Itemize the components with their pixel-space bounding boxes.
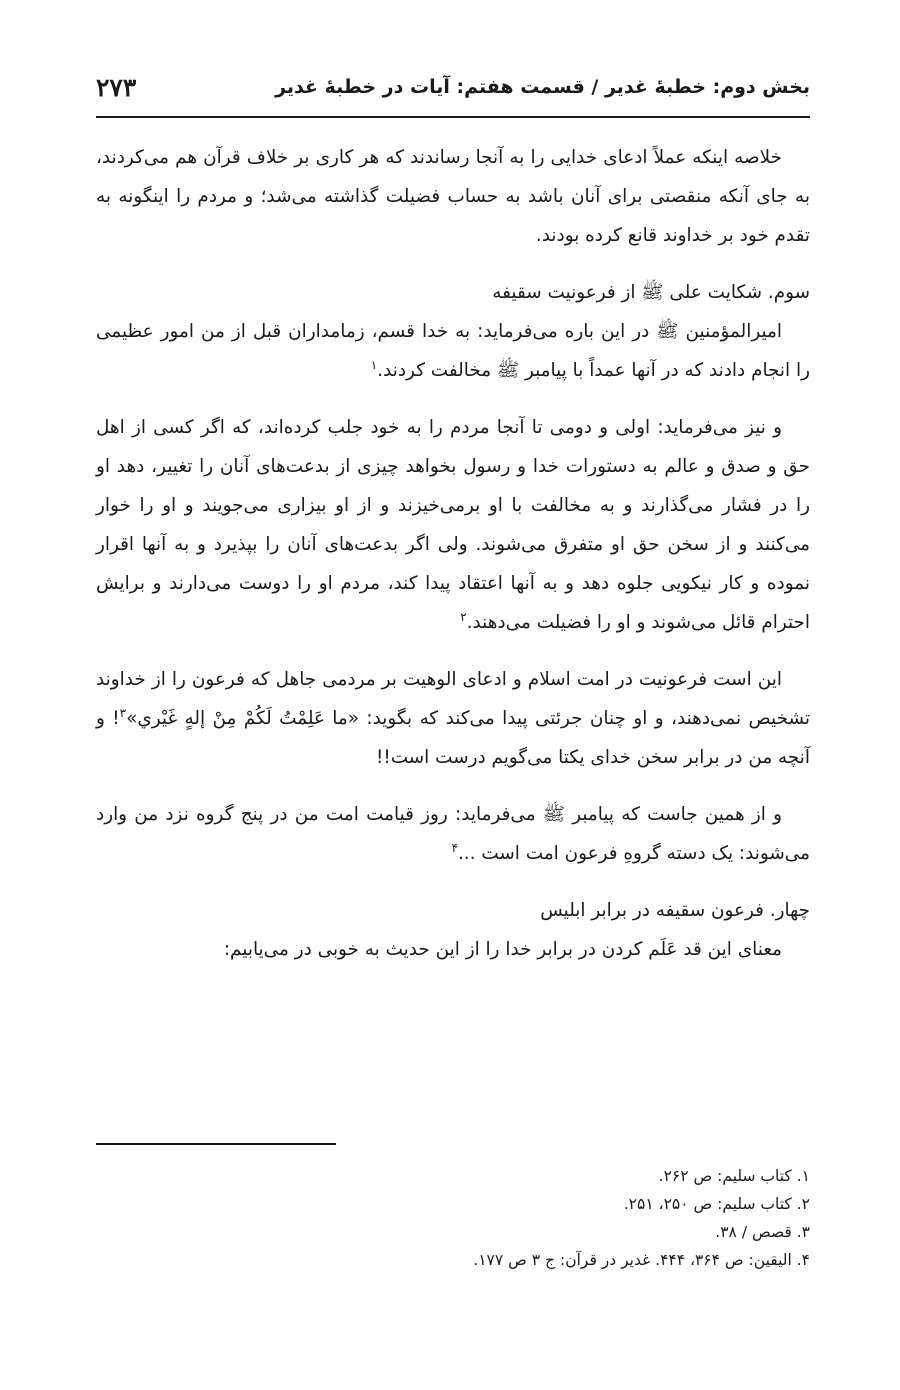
footnote-ref-2: ۲ <box>460 609 467 624</box>
footnote-ref-4: ۴ <box>451 840 458 855</box>
paragraph-4-text-a: این است فرعونیت در امت اسلام و ادعای الوهیت بر مردمی جاهل که فرعون را از خداوند تشخیص نمی‌دهند، و او چنان جرئتی پیدا می‌کند که بگوید: « <box>96 669 810 729</box>
footnote-1: ۱. کتاب سلیم: ص ۲۶۲. <box>658 1167 810 1185</box>
paragraph-1: خلاصه اینکه عملاً ادعای خدایی را به آنجا رساندند که هر کاری بر خلاف قرآن هم می‌کردند، به جای آنکه منقصتی برای آنان باشد به حساب فضیلت گذاشته می‌شد؛ و مردم را اینگونه به تقدم خود بر خداوند قانع کرده بودند. <box>96 147 810 246</box>
body-text <box>96 138 810 987</box>
page-number: ۲۷۳ <box>96 72 137 102</box>
section-heading-4: چهار. فرعون سقیفه در برابر ابلیس <box>540 900 810 921</box>
footnote-ref-1: ۱ <box>370 357 378 372</box>
running-header <box>96 62 810 112</box>
header-rule <box>96 116 810 118</box>
footnote-ref-3: ۳ <box>119 705 127 720</box>
footnote-3: ۳. قصص / ۳۸. <box>715 1223 810 1241</box>
footnote-rule <box>96 1143 336 1145</box>
paragraph-3 <box>96 408 810 642</box>
quran-quote: ما عَلِمْتُ لَكُمْ مِنْ إلهٍ غَيْري <box>137 708 348 729</box>
footnotes <box>96 1162 810 1274</box>
paragraph-4-text-c: ! و آنچه من در برابر سخن خدای یکتا می‌گویم درست است!! <box>96 708 810 768</box>
footnote-2: ۲. کتاب سلیم: ص ۲۵۰، ۲۵۱. <box>623 1195 810 1213</box>
header-title: بخش دوم: خطبهٔ غدیر / قسمت هفتم: آیات در خطبهٔ غدیر <box>275 76 810 98</box>
paragraph-4-text-b: » <box>126 708 138 729</box>
paragraph-2-text: امیرالمؤمنین ﷺ در این باره می‌فرماید: به خدا قسم، زمامداران قبل از من امور عظیمی را انجام دادند که در آنها عمداً با پیامبر ﷺ مخالفت کردند. <box>96 321 810 381</box>
paragraph-6: معنای این قد عَلَم کردن در برابر خدا را از این حدیث به خوبی در می‌یابیم: <box>223 939 782 960</box>
section-heading-3: سوم. شکایت علی ﷺ از فرعونیت سقیفه <box>492 282 810 303</box>
paragraph-5 <box>96 795 810 873</box>
document-page <box>96 0 810 1390</box>
paragraph-5-text: و از همین جاست که پیامبر ﷺ می‌فرماید: روز قیامت امت من در پنج گروه نزد من وارد می‌شوند: یک دسته گروهِ فرعون امت است ... <box>96 804 810 864</box>
paragraph-4 <box>96 660 810 777</box>
paragraph-2 <box>96 312 810 390</box>
paragraph-3-text: و نیز می‌فرماید: اولی و دومی تا آنجا مردم را به خود جلب کرده‌اند، که اگر کسی از اهل حق و صدق و عالم به دستورات خدا و رسول بخواهد چیزی از بدعت‌های آنان را تغییر، دهد او را در فشار می‌گذارند و به مخالفت با او برمی‌خیزند و از او بیزاری می‌جویند و او را خوار می‌کنند و از سخن حق او متفرق می‌شوند. ولی اگر بدعت‌های آنان را بپذیرد و به آنها اقرار نموده و کار نیکویی جلوه دهد و به آنها اعتقاد پیدا کند، مردم او را دوست می‌دارند و برایش احترام قائل می‌شوند و او را فضیلت می‌دهند. <box>96 417 810 633</box>
footnote-4: ۴. الیقین: ص ۳۶۴، ۴۴۴. غدیر در قرآن: ج ۳ ص ۱۷۷. <box>473 1251 810 1269</box>
